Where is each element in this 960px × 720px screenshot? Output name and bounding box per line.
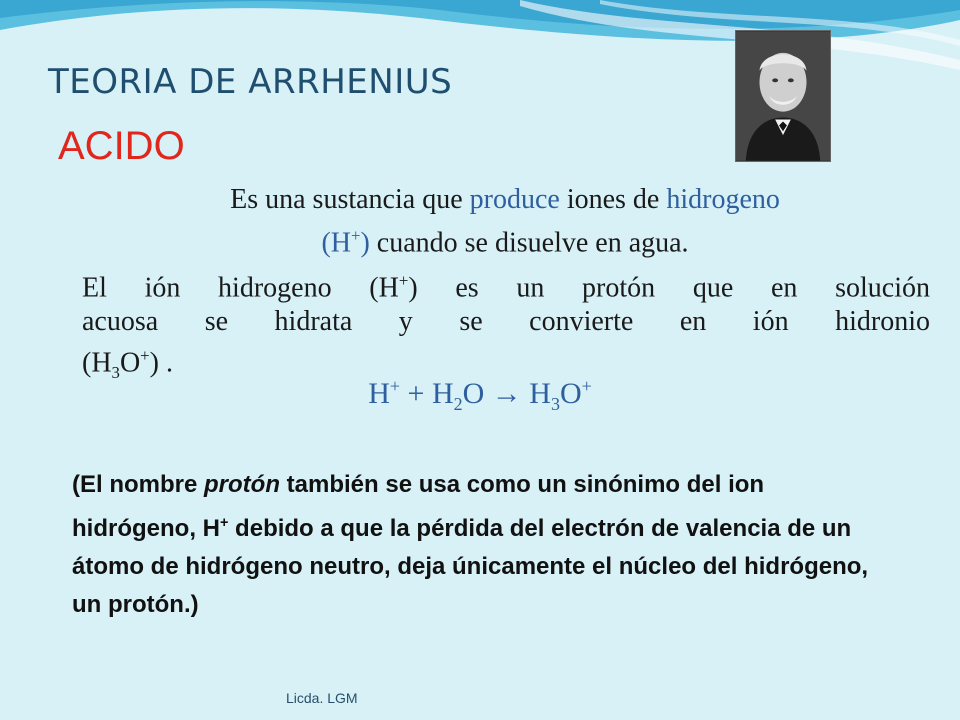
hydronium-text-3c: ) . — [149, 347, 173, 379]
definition-text-a: Es una sustancia que — [230, 184, 470, 215]
definition-text-g: cuando se disuelve en agua. — [369, 227, 689, 259]
svante-arrhenius-portrait — [735, 30, 831, 162]
hydronium-line-2: acuosa se hidrata y se convierte en ión hidronio — [82, 306, 930, 338]
note-text-d: debido a que la pérdida del electrón de valencia de un átomo de hidrógeno neutro, deja únicamente el núcleo del hidrógeno, un protón.) — [72, 515, 869, 618]
eq-o: O — [462, 377, 492, 410]
eq-arrow: → — [491, 377, 522, 410]
hydronium-text-1a: El ión hidrogeno (H — [82, 272, 399, 304]
definition-text-c: iones de — [559, 184, 667, 215]
proton-note — [72, 466, 892, 624]
slide-title: TEORIA DE ARRHENIUS — [48, 62, 453, 102]
note-text-c: también se usa como un sinónimo del ion hidrógeno, H — [72, 471, 765, 542]
hydronium-text-3-sub: 3 — [111, 363, 120, 383]
eq-h-sup: + — [389, 376, 401, 396]
eq-o2: O — [559, 377, 582, 410]
hydronium-text-3-sup: + — [140, 346, 150, 366]
definition-text-produce: produce — [469, 184, 560, 215]
eq-o2-sup: + — [581, 376, 592, 396]
hydronium-text-1b: ) es un protón que en solución — [408, 272, 930, 304]
definition-text-h-sup: + — [350, 226, 361, 245]
portrait-image — [736, 31, 830, 161]
hydronium-paragraph — [82, 264, 930, 390]
note-text-sup: + — [219, 515, 229, 531]
eq-plus-h: + H — [400, 377, 454, 410]
definition-paragraph — [80, 182, 930, 261]
chemical-equation — [0, 376, 960, 415]
eq-h2o-sub: 2 — [453, 394, 463, 414]
note-text-proton: protón — [204, 471, 280, 498]
definition-text-hidrogeno: hidrogeno — [666, 184, 780, 215]
footer-author: Licda. LGM — [286, 690, 358, 706]
hydronium-line-1 — [82, 264, 930, 305]
definition-text-h-open: (H — [321, 227, 351, 259]
hydronium-text-3b: O — [119, 347, 141, 379]
definition-text-h-close: ) — [360, 227, 370, 259]
eq-h3-sub: 3 — [550, 394, 560, 414]
eq-h3: H — [521, 377, 551, 410]
hydronium-text-3a: (H — [82, 347, 112, 379]
note-text-a: (El nombre — [72, 471, 205, 498]
slide-subtitle: ACIDO — [58, 124, 185, 168]
eq-h: H — [368, 377, 390, 410]
hydronium-text-1-sup: + — [398, 271, 409, 290]
